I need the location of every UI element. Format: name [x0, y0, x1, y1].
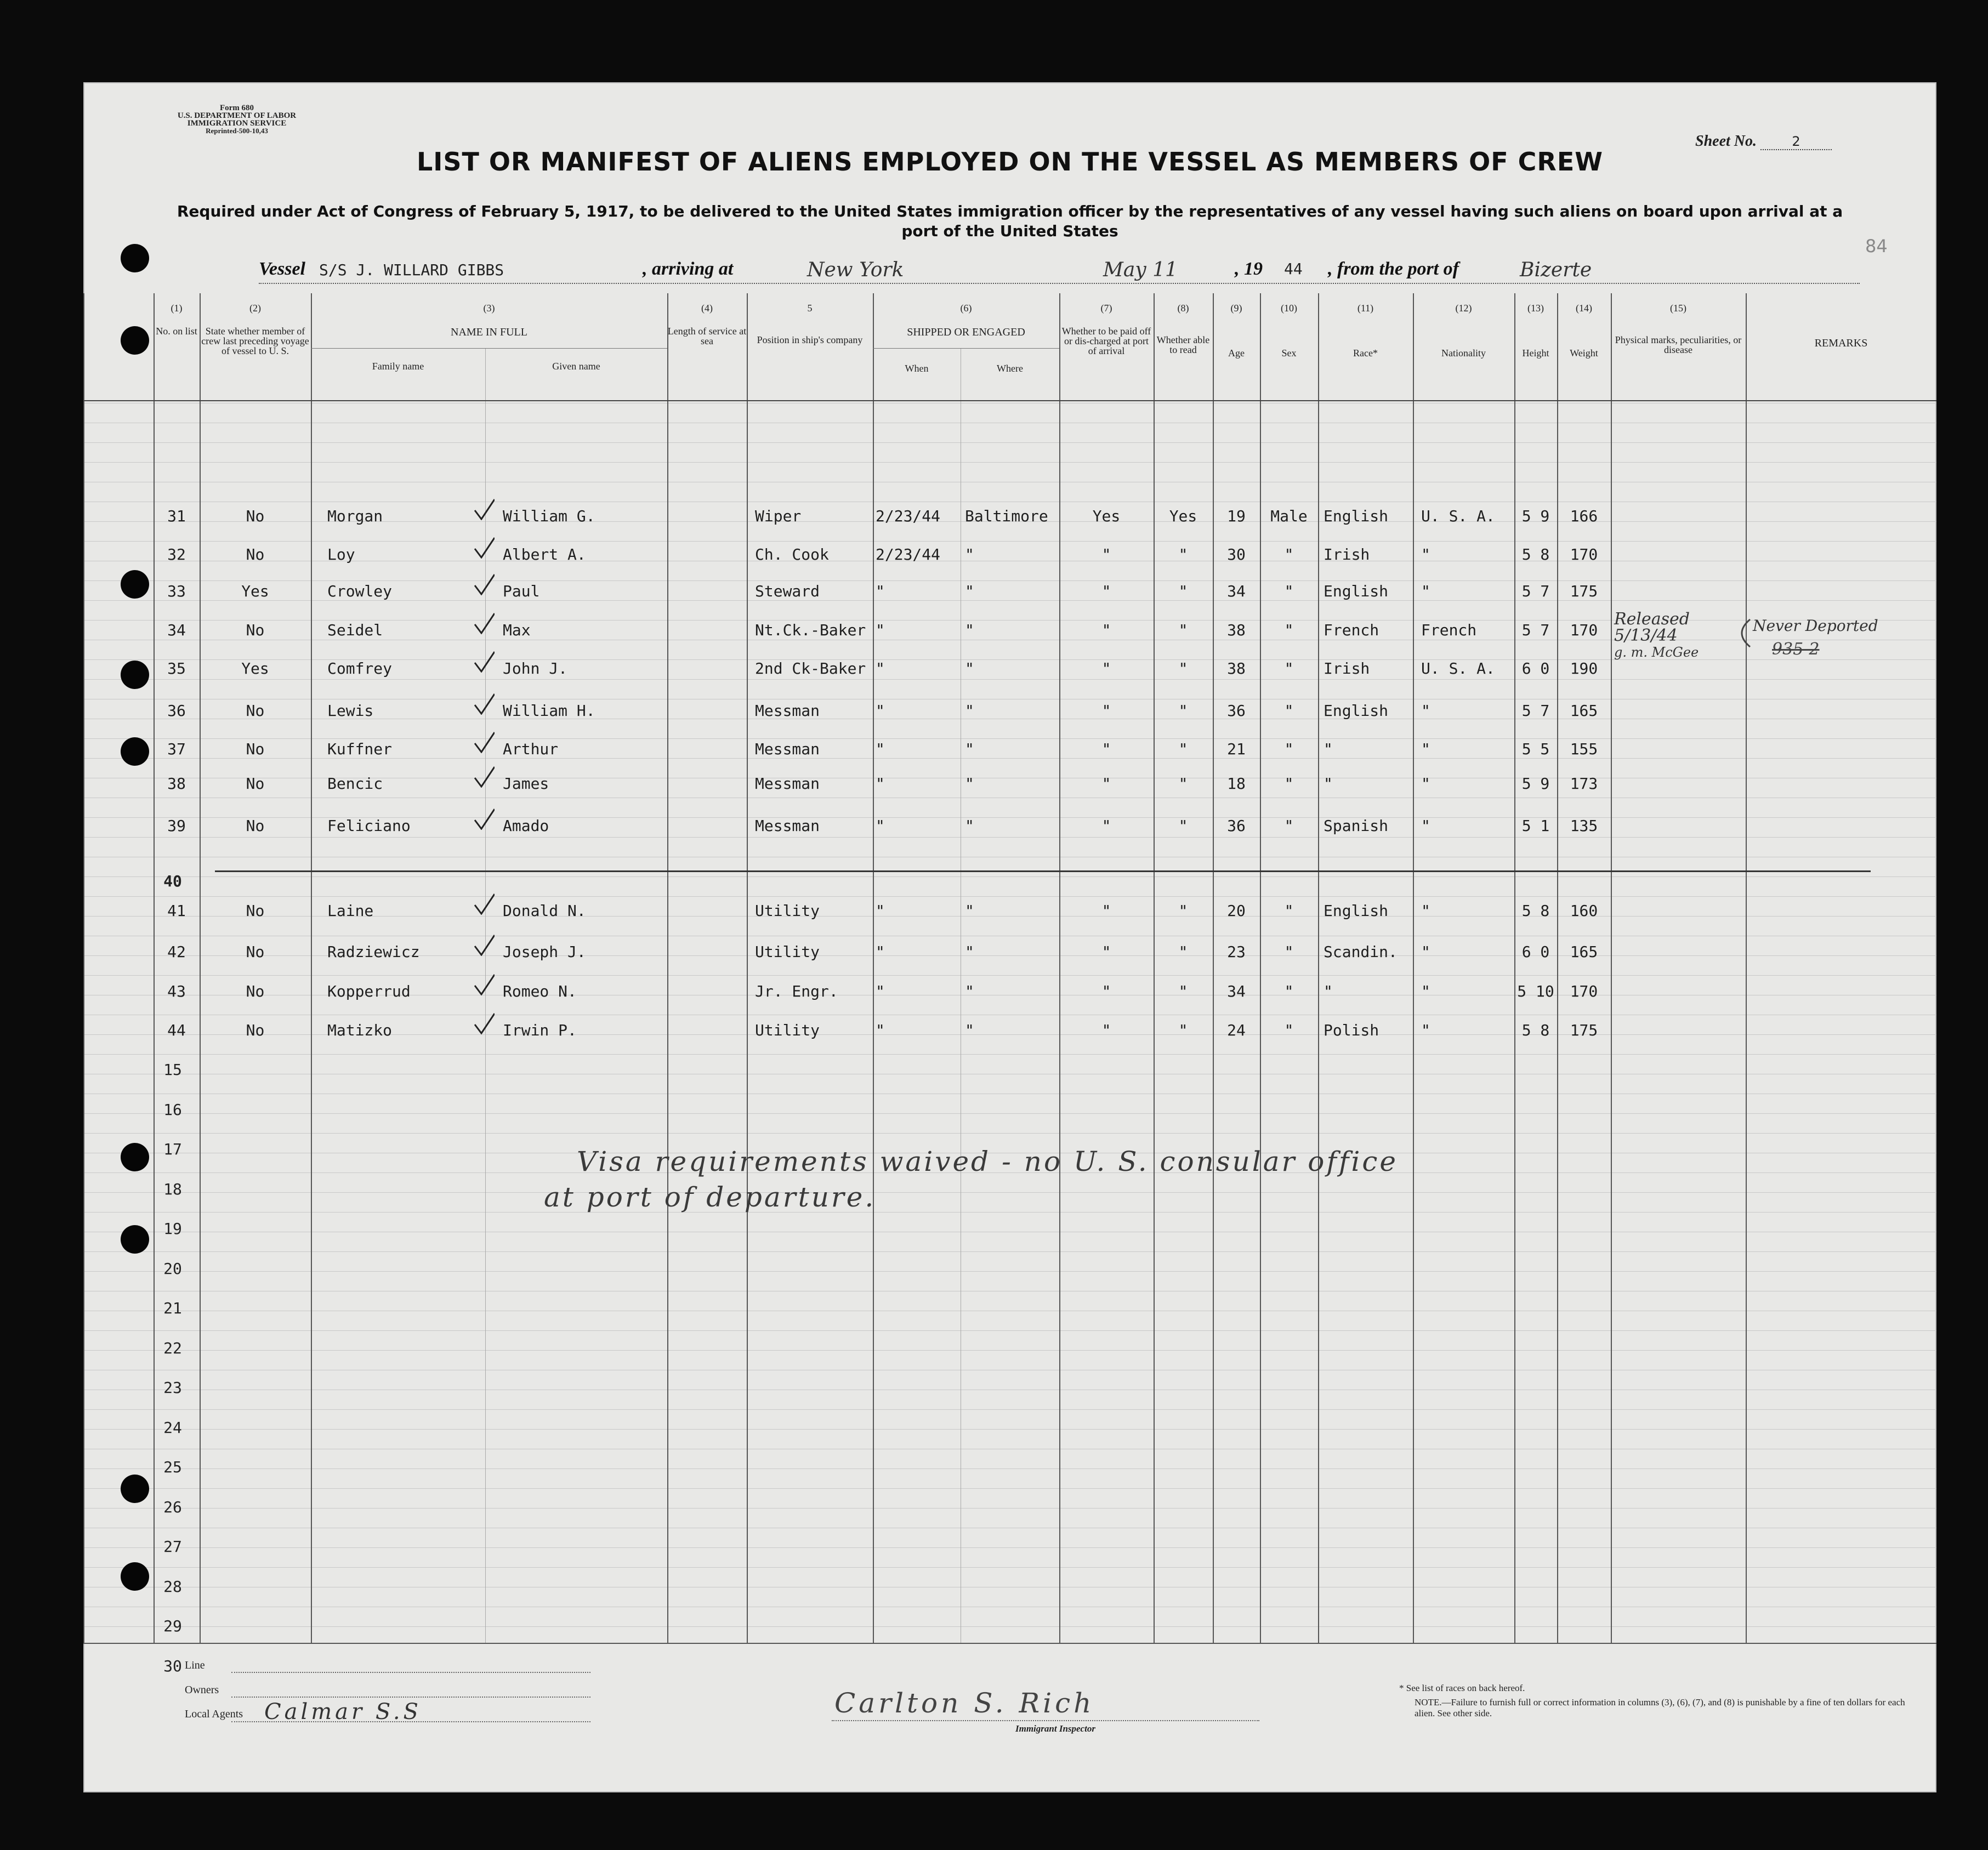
- cell-position: Utility: [755, 902, 820, 920]
- cell-nationality: ": [1421, 740, 1430, 758]
- page-subtitle: Required under Act of Congress of February 5, 1917, to be delivered to the United States immigration officer by the representatives of any vessel having such aliens on board upon arrival at a port of the United States: [177, 202, 1843, 240]
- cell-prev: No: [246, 817, 265, 835]
- cell-when: ": [876, 582, 885, 600]
- header-where: Where: [997, 363, 1023, 374]
- cell-age: 18: [1227, 775, 1246, 793]
- vessel-name: S/S J. WILLARD GIBBS: [319, 261, 504, 279]
- cell-weight: 166: [1570, 507, 1598, 525]
- row-number: 29: [163, 1617, 182, 1635]
- cell-given: Max: [503, 621, 531, 639]
- cell-when: ": [876, 902, 885, 920]
- cell-nationality: ": [1421, 982, 1430, 1000]
- cell-family: Comfrey: [327, 659, 393, 678]
- cell-race: Scandin.: [1324, 943, 1398, 961]
- cell-when: ": [876, 659, 885, 678]
- cell-position: Messman: [755, 740, 820, 758]
- cell-sex: ": [1284, 545, 1294, 563]
- cell-family: Seidel: [327, 621, 383, 639]
- check-mark-icon: [473, 933, 495, 956]
- arrival-port: New York: [807, 259, 904, 281]
- vessel-label: Vessel: [259, 259, 305, 279]
- cell-no: 37: [167, 740, 186, 758]
- cell-position: 2nd Ck-Baker: [755, 659, 866, 678]
- cell-sex: ": [1284, 775, 1294, 793]
- row-number: 20: [163, 1259, 182, 1278]
- punch-hole: [121, 326, 149, 355]
- cell-prev: No: [246, 902, 265, 920]
- cell-height: 5 8: [1521, 902, 1550, 920]
- cell-height: 5 8: [1521, 545, 1550, 563]
- cell-no: 33: [167, 582, 186, 600]
- cell-paid: ": [1101, 659, 1111, 678]
- header-col7: (7) Whether to be paid off or dis-charged at port of arrival: [1061, 303, 1151, 356]
- cell-race: ": [1324, 982, 1333, 1000]
- cell-read: ": [1178, 659, 1188, 678]
- cell-read: ": [1178, 817, 1188, 835]
- punch-hole: [121, 1225, 149, 1254]
- cell-when: 2/23/44: [876, 545, 941, 563]
- cell-family: Morgan: [327, 507, 383, 525]
- cell-no: 43: [167, 982, 186, 1000]
- cell-where: ": [965, 982, 974, 1000]
- cell-age: 36: [1227, 702, 1246, 720]
- cell-race: ": [1324, 775, 1333, 793]
- row-number: 21: [163, 1299, 182, 1317]
- cell-weight: 160: [1570, 902, 1598, 920]
- cell-prev: No: [246, 507, 265, 525]
- cell-height: 5 7: [1521, 582, 1550, 600]
- cell-nationality: U. S. A.: [1421, 659, 1495, 678]
- cell-paid: ": [1101, 775, 1111, 793]
- cell-nationality: ": [1421, 582, 1430, 600]
- cell-read: ": [1178, 775, 1188, 793]
- cell-paid: ": [1101, 582, 1111, 600]
- cell-paid: ": [1101, 702, 1111, 720]
- punch-hole: [121, 737, 149, 766]
- cell-prev: No: [246, 621, 265, 639]
- cell-family: Bencic: [327, 775, 383, 793]
- cell-given: Joseph J.: [503, 943, 586, 961]
- cell-when: ": [876, 817, 885, 835]
- cell-when: ": [876, 702, 885, 720]
- cell-height: 5 7: [1521, 702, 1550, 720]
- cell-age: 21: [1227, 740, 1246, 758]
- cell-paid: ": [1101, 943, 1111, 961]
- cell-height: 6 0: [1521, 943, 1550, 961]
- check-mark-icon: [473, 692, 495, 715]
- cell-prev: No: [246, 740, 265, 758]
- cell-family: Radziewicz: [327, 943, 420, 961]
- cell-nationality: ": [1421, 702, 1430, 720]
- cell-height: 5 5: [1521, 740, 1550, 758]
- cell-where: Baltimore: [965, 507, 1048, 525]
- cell-given: Irwin P.: [503, 1021, 577, 1039]
- header-col6: (6) SHIPPED OR ENGAGED: [907, 303, 1025, 338]
- cell-race: English: [1324, 902, 1389, 920]
- form-number: Form 680: [219, 104, 254, 112]
- cell-given: William G.: [503, 507, 595, 525]
- cell-given: William H.: [503, 702, 595, 720]
- owners-label: Owners: [185, 1684, 219, 1696]
- cell-position: Utility: [755, 1021, 820, 1039]
- form-identifier: [155, 104, 319, 135]
- cell-position: Steward: [755, 582, 820, 600]
- cell-nationality: ": [1421, 817, 1430, 835]
- cell-when: ": [876, 982, 885, 1000]
- row-number: 15: [163, 1061, 182, 1079]
- cell-nationality: ": [1421, 775, 1430, 793]
- cell-given: Romeo N.: [503, 982, 577, 1000]
- cell-read: ": [1178, 545, 1188, 563]
- cell-position: Ch. Cook: [755, 545, 829, 563]
- cell-race: Irish: [1324, 659, 1370, 678]
- cell-family: Loy: [327, 545, 355, 563]
- cell-read: ": [1178, 982, 1188, 1000]
- cell-age: 23: [1227, 943, 1246, 961]
- departure-port: Bizerte: [1520, 259, 1592, 281]
- page-title: LIST OR MANIFEST OF ALIENS EMPLOYED ON THE VESSEL AS MEMBERS OF CREW: [416, 147, 1603, 177]
- cell-height: 5 9: [1521, 775, 1550, 793]
- header-col13: (13) Height: [1522, 303, 1549, 358]
- cell-read: ": [1178, 702, 1188, 720]
- cell-age: 30: [1227, 545, 1246, 563]
- cell-race: Irish: [1324, 545, 1370, 563]
- cell-read: ": [1178, 1021, 1188, 1039]
- cell-race: Spanish: [1324, 817, 1389, 835]
- cell-given: Albert A.: [503, 545, 586, 563]
- line-label: Line: [185, 1659, 205, 1671]
- form-department: U.S. DEPARTMENT OF LABOR: [177, 111, 297, 120]
- year-prefix: , 19: [1235, 259, 1263, 279]
- check-mark-icon: [473, 765, 495, 788]
- check-mark-icon: [473, 650, 495, 673]
- cell-sex: ": [1284, 982, 1294, 1000]
- form-reprint: Reprinted-500-10,43: [206, 127, 268, 135]
- visa-note-line-2: at port of departure.: [544, 1181, 876, 1213]
- header-remarks: REMARKS: [1814, 337, 1868, 349]
- arrival-year: 44: [1284, 260, 1303, 278]
- cell-age: 38: [1227, 659, 1246, 678]
- cell-no: 44: [167, 1021, 186, 1039]
- cell-height: 5 9: [1521, 507, 1550, 525]
- cell-where: ": [965, 1021, 974, 1039]
- cell-age: 38: [1227, 621, 1246, 639]
- row-number: 16: [163, 1100, 182, 1119]
- row-number: 24: [163, 1418, 182, 1437]
- cell-where: ": [965, 621, 974, 639]
- cell-family: Lewis: [327, 702, 374, 720]
- cell-sex: ": [1284, 1021, 1294, 1039]
- row-number: 18: [163, 1180, 182, 1198]
- cell-prev: No: [246, 775, 265, 793]
- row-number: 25: [163, 1458, 182, 1476]
- cell-paid: ": [1101, 1021, 1111, 1039]
- inspector-label: Immigrant Inspector: [1015, 1723, 1095, 1734]
- cell-race: Polish: [1324, 1021, 1379, 1039]
- cell-sex: ": [1284, 740, 1294, 758]
- cell-sex: Male: [1270, 507, 1308, 525]
- check-mark-icon: [473, 807, 495, 830]
- cell-when: ": [876, 943, 885, 961]
- header-col14: (14) Weight: [1570, 303, 1598, 358]
- header-col8: (8) Whether able to read: [1156, 303, 1210, 355]
- header-col4: (4) Length of service at sea: [667, 303, 747, 346]
- cell-paid: ": [1101, 902, 1111, 920]
- punch-hole: [121, 1562, 149, 1591]
- cell-paid: ": [1101, 817, 1111, 835]
- cell-where: ": [965, 740, 974, 758]
- cell-nationality: ": [1421, 545, 1430, 563]
- row-number: 28: [163, 1577, 182, 1596]
- check-mark-icon: [473, 730, 495, 753]
- arriving-label: , arriving at: [643, 259, 734, 279]
- cell-prev: Yes: [241, 582, 269, 600]
- cell-prev: No: [246, 702, 265, 720]
- cell-where: ": [965, 943, 974, 961]
- row-number: 30: [163, 1657, 182, 1675]
- cell-weight: 173: [1570, 775, 1598, 793]
- cell-nationality: ": [1421, 943, 1430, 961]
- row-number: 19: [163, 1220, 182, 1238]
- cell-position: Nt.Ck.-Baker: [755, 621, 866, 639]
- cell-sex: ": [1284, 902, 1294, 920]
- header-col1: (1) No. on list: [156, 303, 197, 337]
- cell-read: ": [1178, 740, 1188, 758]
- cell-prev: No: [246, 982, 265, 1000]
- cell-prev: No: [246, 1021, 265, 1039]
- cell-when: ": [876, 1021, 885, 1039]
- cell-given: Donald N.: [503, 902, 586, 920]
- cell-weight: 155: [1570, 740, 1598, 758]
- cell-height: 5 1: [1521, 817, 1550, 835]
- cell-given: Arthur: [503, 740, 559, 758]
- cell-where: ": [965, 582, 974, 600]
- cell-weight: 170: [1570, 621, 1598, 639]
- cell-sex: ": [1284, 817, 1294, 835]
- cell-no: 35: [167, 659, 186, 678]
- cell-age: 24: [1227, 1021, 1246, 1039]
- cell-family: Laine: [327, 902, 374, 920]
- cell-position: Utility: [755, 943, 820, 961]
- sheet-number-value: 2: [1760, 134, 1832, 150]
- cell-height: 5 7: [1521, 621, 1550, 639]
- cell-nationality: ": [1421, 1021, 1430, 1039]
- cell-prev: No: [246, 943, 265, 961]
- cell-age: 36: [1227, 817, 1246, 835]
- cell-weight: 170: [1570, 982, 1598, 1000]
- penalty-note: NOTE.—Failure to furnish full or correct information in columns (3), (6), (7), and (8) is punishable by a fine of ten dollars for each alien. See other side.: [1415, 1697, 1905, 1718]
- cell-age: 34: [1227, 582, 1246, 600]
- cell-nationality: U. S. A.: [1421, 507, 1495, 525]
- cell-race: English: [1324, 582, 1389, 600]
- cell-height: 5 10: [1517, 982, 1554, 1000]
- check-mark-icon: [473, 497, 495, 520]
- cell-where: ": [965, 775, 974, 793]
- cell-when: ": [876, 740, 885, 758]
- punch-hole: [121, 1475, 149, 1503]
- cell-sex: ": [1284, 702, 1294, 720]
- cell-given: Amado: [503, 817, 549, 835]
- cell-when: ": [876, 775, 885, 793]
- races-note: * See list of races on back hereof.: [1399, 1683, 1525, 1693]
- punch-hole: [121, 244, 149, 272]
- header-col9: (9) Age: [1228, 303, 1245, 358]
- header-col2: (2) State whether member of crew last preceding voyage of vessel to U. S.: [201, 303, 309, 356]
- cell-position: Messman: [755, 702, 820, 720]
- cell-no: 39: [167, 817, 186, 835]
- cell-height: 5 8: [1521, 1021, 1550, 1039]
- crossed-annotation: 935-2: [1772, 640, 1820, 659]
- cell-nationality: ": [1421, 902, 1430, 920]
- punch-hole: [121, 570, 149, 599]
- arrival-date: May 11: [1103, 259, 1178, 281]
- visa-note-line-1: Visa requirements waived - no U. S. consular office: [577, 1146, 1398, 1177]
- cell-paid: ": [1101, 982, 1111, 1000]
- footer-note: [1399, 1683, 1915, 1719]
- cell-height: 6 0: [1521, 659, 1550, 678]
- cell-paid: Yes: [1092, 507, 1121, 525]
- cell-when: 2/23/44: [876, 507, 941, 525]
- cell-paid: ": [1101, 621, 1111, 639]
- row-number: 26: [163, 1498, 182, 1516]
- cell-race: English: [1324, 507, 1389, 525]
- cell-weight: 175: [1570, 1021, 1598, 1039]
- cell-paid: ": [1101, 740, 1111, 758]
- cell-family: Feliciano: [327, 817, 411, 835]
- local-agents-value: Calmar S.S: [264, 1699, 422, 1724]
- check-mark-icon: [473, 1011, 495, 1034]
- cell-where: ": [965, 902, 974, 920]
- never-deported-annotation: Never Deported: [1753, 617, 1878, 635]
- cell-given: Paul: [503, 582, 540, 600]
- cell-paid: ": [1101, 545, 1111, 563]
- cell-sex: ": [1284, 943, 1294, 961]
- cell-given: John J.: [503, 659, 568, 678]
- cell-position: Wiper: [755, 507, 802, 525]
- header-family-name: Family name: [372, 361, 424, 372]
- check-mark-icon: [473, 536, 495, 559]
- cell-age: 20: [1227, 902, 1246, 920]
- header-col11: (11) Race*: [1353, 303, 1378, 358]
- header-col5: 5 Position in ship's company: [757, 303, 863, 345]
- sheet-number-label: Sheet No.: [1695, 133, 1757, 150]
- cell-where: ": [965, 817, 974, 835]
- cell-position: Messman: [755, 817, 820, 835]
- cell-read: ": [1178, 621, 1188, 639]
- cell-read: ": [1178, 582, 1188, 600]
- vessel-line: [259, 259, 1860, 284]
- punch-hole: [121, 1143, 149, 1171]
- header-col15: (15) Physical marks, peculiarities, or disease: [1615, 303, 1742, 355]
- cell-sex: ": [1284, 582, 1294, 600]
- cell-no: 31: [167, 507, 186, 525]
- cell-weight: 165: [1570, 702, 1598, 720]
- released-annotation: Released 5/13/44 g. m. McGee: [1614, 610, 1699, 660]
- check-mark-icon: [473, 572, 495, 595]
- cell-read: ": [1178, 902, 1188, 920]
- row-number: 17: [163, 1140, 182, 1158]
- form-service: IMMIGRATION SERVICE: [187, 119, 287, 128]
- cell-age: 19: [1227, 507, 1246, 525]
- cell-no: 38: [167, 775, 186, 793]
- cell-weight: 135: [1570, 817, 1598, 835]
- cell-where: ": [965, 702, 974, 720]
- cell-race: French: [1324, 621, 1379, 639]
- cell-sex: ": [1284, 659, 1294, 678]
- cell-family: Kopperrud: [327, 982, 411, 1000]
- inspector-signature: Carlton S. Rich: [834, 1687, 1095, 1719]
- from-port-label: , from the port of: [1328, 259, 1459, 279]
- cell-read: ": [1178, 943, 1188, 961]
- local-agents-label: Local Agents: [185, 1708, 243, 1720]
- cell-race: ": [1324, 740, 1333, 758]
- row-number: 22: [163, 1339, 182, 1357]
- cell-no: 36: [167, 702, 186, 720]
- cell-family: Kuffner: [327, 740, 393, 758]
- cell-family: Matizko: [327, 1021, 393, 1039]
- page-mark: 84: [1865, 236, 1888, 257]
- header-when: When: [905, 363, 929, 374]
- header-col10: (10) Sex: [1281, 303, 1297, 358]
- cell-no: 41: [167, 902, 186, 920]
- check-mark-icon: [473, 892, 495, 915]
- cell-given: James: [503, 775, 549, 793]
- manifest-sheet: [83, 82, 1936, 1792]
- cell-prev: Yes: [241, 659, 269, 678]
- cell-prev: No: [246, 545, 265, 563]
- cell-weight: 175: [1570, 582, 1598, 600]
- cell-age: 34: [1227, 982, 1246, 1000]
- cell-where: ": [965, 659, 974, 678]
- check-mark-icon: [473, 972, 495, 995]
- row-number: 27: [163, 1538, 182, 1556]
- row-number: 23: [163, 1379, 182, 1397]
- cell-family: Crowley: [327, 582, 393, 600]
- cell-read: Yes: [1169, 507, 1197, 525]
- header-col12: (12) Nationality: [1441, 303, 1486, 358]
- row-number-40: 40: [163, 872, 182, 890]
- cell-when: ": [876, 621, 885, 639]
- cell-no: 32: [167, 545, 186, 563]
- cell-where: ": [965, 545, 974, 563]
- cell-sex: ": [1284, 621, 1294, 639]
- cell-weight: 190: [1570, 659, 1598, 678]
- header-given-name: Given name: [552, 361, 600, 372]
- check-mark-icon: [473, 611, 495, 634]
- cell-weight: 165: [1570, 943, 1598, 961]
- cell-no: 34: [167, 621, 186, 639]
- punch-hole: [121, 661, 149, 689]
- cell-no: 42: [167, 943, 186, 961]
- cell-race: English: [1324, 702, 1389, 720]
- cell-weight: 170: [1570, 545, 1598, 563]
- header-col3: (3) NAME IN FULL: [451, 303, 527, 338]
- cell-position: Jr. Engr.: [755, 982, 838, 1000]
- bracket-mark: [1728, 617, 1761, 650]
- row-separator-line: [215, 870, 1871, 872]
- cell-nationality: French: [1421, 621, 1477, 639]
- cell-position: Messman: [755, 775, 820, 793]
